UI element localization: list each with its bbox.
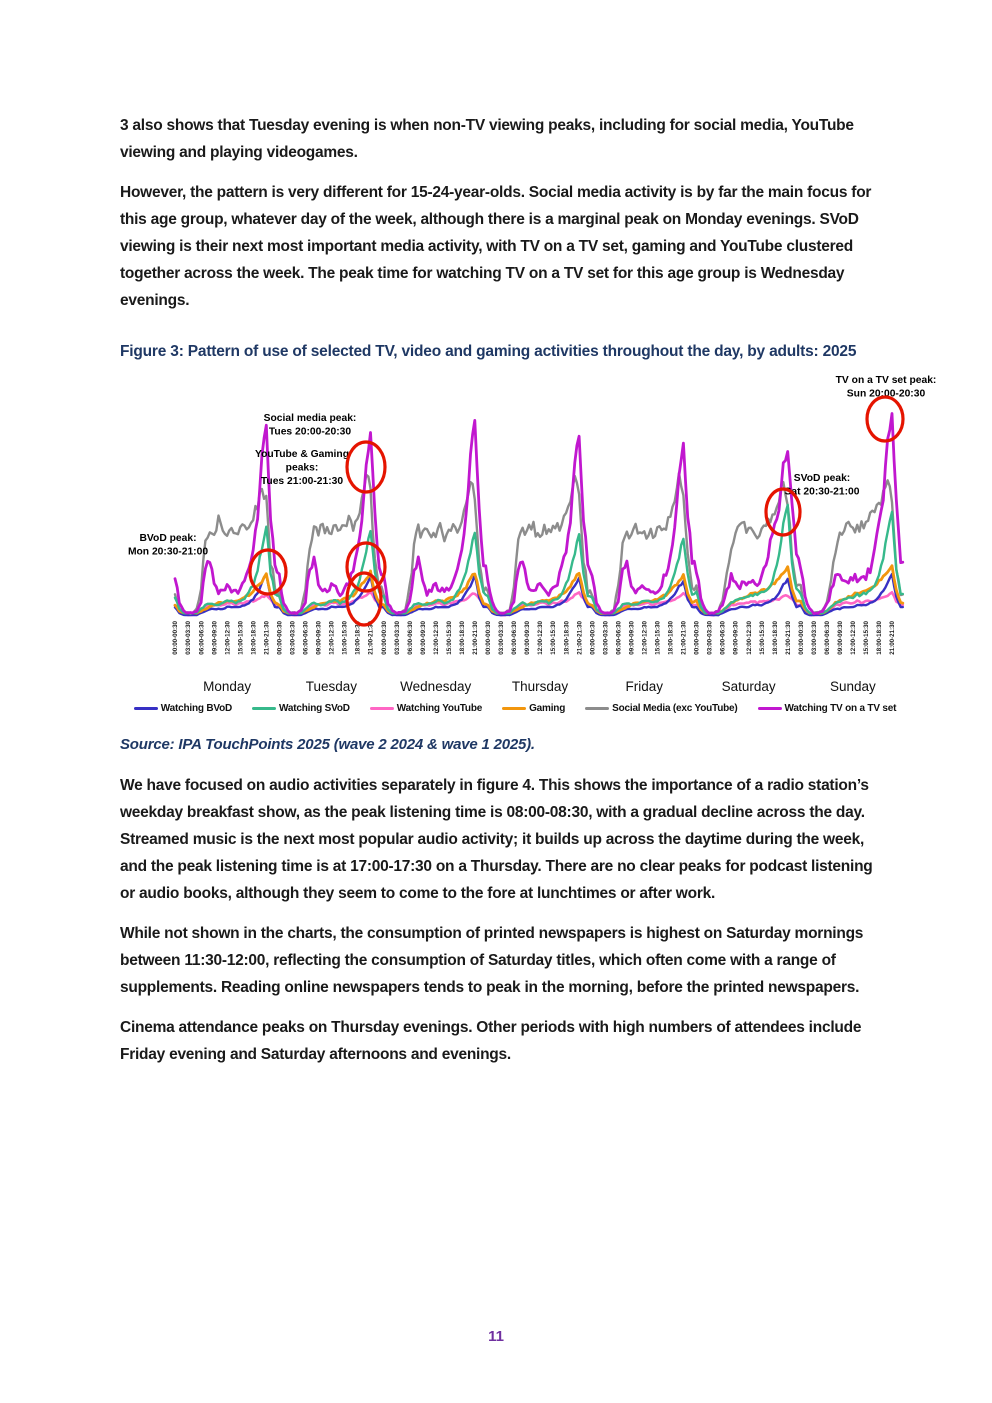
x-tick-label: 12:00-12:30: [641, 621, 649, 655]
x-tick-label: 03:00-03:30: [811, 621, 818, 655]
legend-item-youtube: [370, 703, 482, 714]
day-label-sunday: Sunday: [830, 679, 876, 694]
page-number: 11: [488, 1328, 504, 1345]
x-tick-label: 03:00-03:30: [185, 621, 193, 655]
legend-label: Gaming: [529, 703, 566, 714]
figure-3-chart: [120, 369, 937, 714]
figure-caption: Figure 3: Pattern of use of selected TV, video and gaming activities throughout the day, by adults: 2025: [120, 343, 857, 360]
legend-item-tv: [758, 703, 897, 714]
x-tick-label: 00:00-00:30: [693, 621, 701, 655]
line-chart: [120, 369, 937, 701]
body-paragraph-3: We have focused on audio activities separately in figure 4. This shows the importance of a radio station’s weekday breakfast show, as the peak listening time is 08:00-08:30, with a gradual decline across the day. Streamed music is the next most popular audio activity; it builds up across the daytime during the week, and the peak listening time is at 17:00-17:30 on a Thursday. There are no clear peaks for podcast listening or audio books, although they seem to come to the fore at lunchtimes or after work.: [120, 777, 873, 902]
x-tick-label: 09:00-09:30: [837, 621, 844, 655]
x-tick-label: 21:00-21:30: [472, 621, 479, 655]
day-label-wednesday: Wednesday: [400, 679, 472, 694]
x-tick-label: 00:00-00:30: [797, 621, 805, 655]
x-tick-label: 09:00-09:30: [211, 621, 219, 655]
x-tick-label: 09:00-09:30: [419, 621, 427, 655]
x-tick-label: 06:00-06:30: [406, 621, 414, 655]
x-tick-label: 18:00-18:30: [459, 621, 466, 655]
x-tick-label: 18:00-18:30: [771, 621, 779, 655]
day-label-monday: Monday: [203, 679, 252, 694]
day-label-thursday: Thursday: [511, 679, 569, 694]
legend-swatch-social: [585, 707, 609, 711]
x-tick-label: 06:00-06:30: [824, 621, 831, 655]
chart-annotation-svod: SVoD peak: Sat 20:30-21:00: [784, 473, 860, 498]
legend-label: Watching BVoD: [160, 703, 233, 714]
x-tick-label: 12:00-12:30: [537, 621, 545, 655]
chart-annotation-ytgaming: YouTube & Gaming peaks: Tues 21:00-21:30: [254, 449, 350, 487]
x-tick-label: 06:00-06:30: [511, 621, 519, 655]
x-tick-label: 21:00-21:30: [367, 621, 375, 655]
x-tick-label: 15:00-15:30: [654, 621, 662, 655]
chart-legend: [120, 703, 910, 714]
x-tick-label: 12:00-12:30: [224, 621, 232, 655]
x-tick-label: 21:00-21:30: [576, 621, 584, 655]
chart-annotation-tv: TV on a TV set peak: Sun 20:00-20:30: [835, 375, 937, 400]
x-tick-label: 06:00-06:30: [615, 621, 623, 655]
figure-source: Source: IPA TouchPoints 2025 (wave 2 2024 & wave 1 2025).: [120, 736, 535, 753]
x-tick-label: 15:00-15:30: [445, 621, 453, 655]
x-tick-label: 12:00-12:30: [432, 621, 440, 655]
x-tick-label: 12:00-12:30: [328, 621, 336, 655]
x-tick-label: 15:00-15:30: [758, 621, 766, 655]
x-tick-label: 03:00-03:30: [289, 621, 297, 655]
day-label-tuesday: Tuesday: [305, 679, 358, 694]
x-tick-label: 15:00-15:30: [237, 621, 245, 655]
legend-item-gaming: [502, 703, 565, 714]
x-tick-label: 00:00-00:30: [589, 621, 597, 655]
x-tick-label: 00:00-00:30: [276, 621, 284, 655]
x-tick-label: 15:00-15:30: [550, 621, 558, 655]
legend-item-social: [585, 703, 737, 714]
legend-swatch-svod: [252, 707, 276, 711]
x-tick-label: 18:00-18:30: [667, 621, 675, 655]
legend-swatch-bvod: [134, 707, 158, 711]
x-tick-label: 15:00-15:30: [863, 621, 871, 655]
x-tick-label: 15:00-15:30: [341, 621, 349, 655]
x-tick-label: 06:00-06:30: [302, 621, 310, 655]
x-tick-label: 21:00-21:30: [889, 621, 897, 655]
x-tick-label: 03:00-03:30: [706, 621, 714, 655]
legend-swatch-tv: [758, 707, 782, 711]
x-tick-label: 09:00-09:30: [628, 621, 636, 655]
chart-annotation-social: Social media peak: Tues 20:00-20:30: [263, 413, 357, 438]
body-paragraph-5: Cinema attendance peaks on Thursday evenings. Other periods with high numbers of attendees include Friday evening and Saturday afternoons and evenings.: [120, 1019, 862, 1063]
day-label-saturday: Saturday: [721, 679, 776, 694]
legend-label: Watching YouTube: [396, 703, 483, 714]
x-tick-label: 21:00-21:30: [263, 621, 271, 655]
peak-circle-tv: [867, 397, 903, 441]
legend-item-svod: [252, 703, 350, 714]
x-tick-label: 21:00-21:30: [680, 621, 688, 655]
legend-label: Social Media (exc YouTube): [612, 703, 738, 714]
body-paragraph-4: While not shown in the charts, the consumption of printed newspapers is highest on Saturday mornings between 11:30-12:00, reflecting the consumption of Saturday titles, which often come with a range of supplements. Reading online newspapers tends to peak in the morning, before the printed newspapers.: [120, 925, 864, 996]
body-paragraph-2: However, the pattern is very different for 15-24-year-olds. Social media activity is by far the main focus for this age group, whatever day of the week, although there is a marginal peak on Monday evenings. SVoD viewing is their next most important media activity, with TV on a TV set, gaming and YouTube clustered together across the week. The peak time for watching TV on a TV set for this age group is Wednesday evenings.: [120, 184, 872, 309]
x-tick-label: 21:00-21:30: [784, 621, 792, 655]
legend-label: Watching TV on a TV set: [784, 703, 897, 714]
x-tick-label: 00:00-00:30: [485, 621, 493, 655]
x-tick-label: 18:00-18:30: [876, 621, 884, 655]
x-tick-label: 09:00-09:30: [524, 621, 532, 655]
x-tick-label: 18:00-18:30: [354, 621, 362, 655]
legend-label: Watching SVoD: [279, 703, 350, 714]
legend-swatch-gaming: [502, 707, 526, 711]
legend-item-bvod: [134, 703, 232, 714]
x-tick-label: 00:00-00:30: [380, 621, 388, 655]
x-tick-label: 06:00-06:30: [719, 621, 727, 655]
x-tick-label: 06:00-06:30: [198, 621, 206, 655]
body-paragraph-1: 3 also shows that Tuesday evening is when non-TV viewing peaks, including for social media, YouTube viewing and playing videogames.: [120, 117, 854, 161]
x-tick-label: 00:00-00:30: [172, 621, 180, 655]
x-tick-label: 03:00-03:30: [602, 621, 610, 655]
chart-annotation-bvod: BVoD peak: Mon 20:30-21:00: [127, 533, 209, 558]
x-tick-label: 03:00-03:30: [393, 621, 401, 655]
day-label-friday: Friday: [625, 679, 664, 694]
legend-swatch-youtube: [370, 707, 394, 711]
x-tick-label: 03:00-03:30: [498, 621, 506, 655]
x-tick-label: 09:00-09:30: [732, 621, 740, 655]
x-tick-label: 12:00-12:30: [745, 621, 753, 655]
x-tick-label: 18:00-18:30: [250, 621, 258, 655]
x-tick-label: 09:00-09:30: [315, 621, 323, 655]
x-tick-label: 12:00-12:30: [850, 621, 858, 655]
x-tick-label: 18:00-18:30: [563, 621, 571, 655]
